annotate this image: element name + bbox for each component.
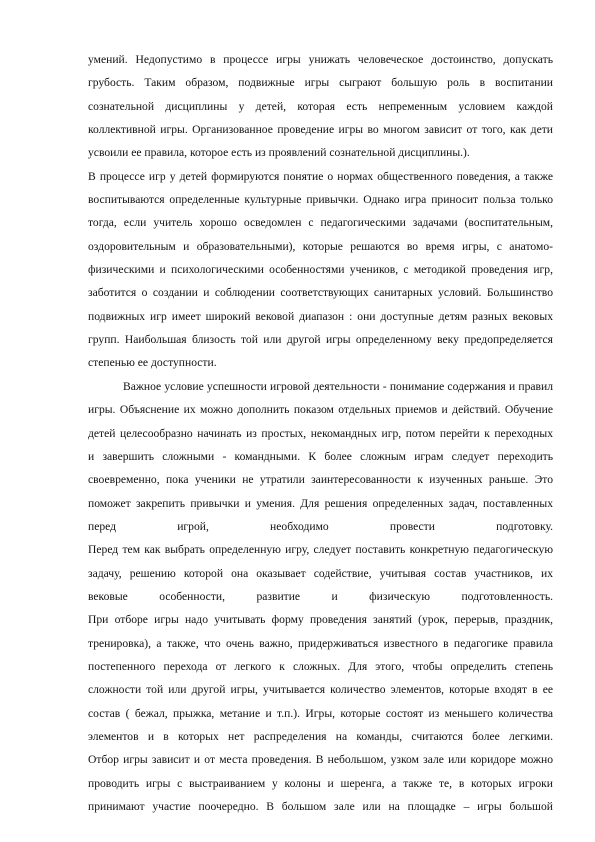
text-line: задачу, решению которой она оказывает содействие, учитывая состав участников, их [88, 566, 553, 580]
text-line: элементов и в которых нет распределения на команды, считаются более легкими. [88, 729, 553, 743]
paragraph [88, 48, 553, 165]
text-line: В процессе игр у детей формируются понятие о нормах общественного поведения, а также [88, 169, 553, 183]
text-line: Важное условие успешности игровой деятельности - понимание содержания и правил [123, 379, 553, 393]
text-line: Перед тем как выбрать определенную игру, следует поставить конкретную педагогическую [88, 543, 553, 557]
paragraph [88, 165, 553, 375]
text-line: поможет закрепить привычки и умения. Для решения определенных задач, поставленных [88, 496, 553, 510]
text-line: тогда, если учитель хорошо осведомлен с педагогическими задачами (воспитательным, [88, 216, 553, 230]
text-line: Отбор игры зависит и от места проведения. В небольшом, узком зале или коридоре можно [88, 753, 553, 767]
text-line: воспитываются определенные культурные привычки. Однако игра приносит польза только [88, 193, 553, 207]
text-line: перед игрой, необходимо провести подготовку. [88, 519, 553, 533]
text-line: групп. Наибольшая близость той или другой игры определенному веку предопределяется [88, 333, 553, 347]
text-line: сложности той или другой игры, учитывается количество элементов, которые входят в ее [88, 683, 553, 697]
text-line: вековые особенности, развитие и физическую подготовленность. [88, 589, 553, 603]
text-line: грубость. Таким образом, подвижные игры сыграют большую роль в воспитании [88, 76, 553, 90]
text-line: и завершить сложными - командными. К более сложным играм следует переходить [88, 449, 553, 463]
document-page [88, 48, 553, 818]
text-line: сознательной дисциплины у детей, которая есть непременным условием каждой [88, 99, 553, 113]
text-line: проводить игры с выстраиванием у колоны и шеренга, а также те, в которых игроки [88, 776, 553, 790]
text-line: умений. Недопустимо в процессе игры унижать человеческое достоинство, допускать [88, 53, 553, 66]
paragraph [88, 375, 553, 538]
text-line: усвоили ее правила, которое есть из проявлений сознательной дисциплины.). [88, 146, 470, 160]
text-line: тренировка), а также, что очень важно, придерживаться известного в педагогике правила [88, 636, 553, 650]
text-line: принимают участие поочередно. В большом зале или на площадке – игры большой [88, 800, 553, 813]
text-line: оздоровительным и образовательными), которые решаются во время игры, с анатомо- [88, 239, 553, 253]
text-line: подвижных игр имеет широкий вековой диапазон : они доступные детям разных вековых [88, 309, 553, 323]
text-line: физическими и психологическими особенностями учеников, с методикой проведения игр, [88, 263, 553, 277]
text-line: детей целесообразно начинать из простых, некомандных игр, потом перейти к переходных [88, 426, 553, 440]
text-line: При отборе игры надо учитывать форму проведения занятий (урок, перерыв, праздник, [88, 613, 553, 627]
text-line: постепенного перехода от легкого к сложных. Для этого, чтобы определить степень [88, 659, 553, 673]
paragraph [88, 538, 553, 818]
text-line: состав ( бежал, прыжка, метание и т.п.). Игры, которые состоят из меньшего количества [88, 706, 553, 720]
text-line: степенью ее доступности. [88, 356, 217, 370]
text-line: коллективной игры. Организованное проведение игры во многом зависит от того, как дети [88, 123, 553, 137]
text-line: заботится о создании и соблюдении соответствующих санитарных условий. Большинство [88, 286, 553, 300]
text-line: игры. Объяснение их можно дополнить показом отдельных приемов и действий. Обучение [88, 403, 553, 417]
text-line: своевременно, пока ученики не утратили заинтересованности к изученных раньше. Это [88, 473, 553, 487]
